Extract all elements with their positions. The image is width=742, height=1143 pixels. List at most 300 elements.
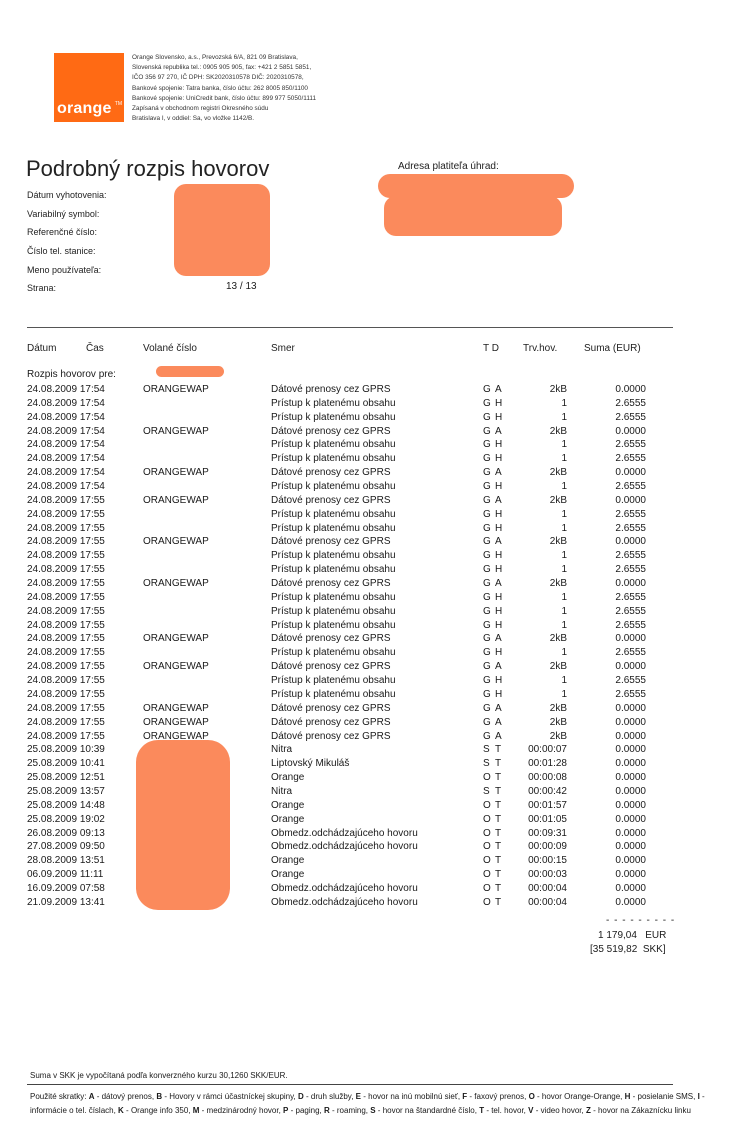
row-direction: Prístup k platenému obsahu	[271, 411, 396, 423]
row-direction: Prístup k platenému obsahu	[271, 591, 396, 603]
row-called-number: ORANGEWAP	[143, 425, 209, 437]
phone-number-label: Číslo tel. stanice:	[27, 246, 96, 256]
row-datetime: 24.08.2009 17:55	[27, 633, 105, 645]
row-called-number: ORANGEWAP	[143, 661, 209, 673]
row-detail: T	[495, 882, 502, 894]
row-duration: 00:09:31	[528, 827, 567, 839]
table-row	[0, 563, 742, 577]
row-type: G	[483, 397, 491, 409]
row-duration: 1	[561, 411, 567, 423]
table-row	[0, 411, 742, 425]
table-row	[0, 646, 742, 660]
row-type: G	[483, 647, 491, 659]
table-row	[0, 494, 742, 508]
row-type: G	[483, 384, 491, 395]
company-line: Zapísaná v obchodnom registri Okresného súdu	[132, 105, 269, 113]
row-detail: T	[495, 869, 502, 881]
abbr-value: informácie o tel. číslach	[30, 1106, 114, 1115]
table-row	[0, 771, 742, 785]
row-sum: 0.0000	[615, 716, 646, 728]
row-duration: 00:01:05	[528, 813, 567, 825]
abbr-key: K	[118, 1106, 124, 1115]
row-sum: 0.0000	[615, 384, 646, 395]
row-direction: Dátové prenosy cez GPRS	[271, 494, 391, 506]
company-line: Bankové spojenie: UniCredit bank, číslo účtu: 899 977 5050/1111	[132, 94, 317, 102]
reference-number-label: Referenčné číslo:	[27, 227, 98, 237]
row-duration: 00:00:03	[528, 869, 567, 881]
row-sum: 0.0000	[615, 730, 646, 742]
abbr-value: medzinárodný hovor	[206, 1106, 279, 1115]
row-duration: 2kB	[549, 384, 567, 395]
row-sum: 2.6555	[615, 481, 646, 493]
row-duration: 1	[561, 481, 567, 493]
abbr-value: dátový prenos	[101, 1092, 152, 1101]
row-direction: Prístup k platenému obsahu	[271, 688, 396, 700]
row-detail: H	[495, 550, 503, 562]
table-row	[0, 854, 742, 868]
row-direction: Dátové prenosy cez GPRS	[271, 702, 391, 714]
row-type: O	[483, 799, 491, 811]
row-datetime: 25.08.2009 13:57	[27, 785, 105, 797]
company-line: Bankové spojenie: Tatra banka, číslo účtu: 262 8005 850/1100	[132, 84, 308, 92]
row-detail: T	[495, 758, 502, 770]
divider	[27, 327, 673, 328]
table-row	[0, 688, 742, 702]
row-datetime: 28.08.2009 13:51	[27, 855, 105, 867]
table-row	[0, 452, 742, 466]
row-type: O	[483, 855, 491, 867]
row-called-number: ORANGEWAP	[143, 633, 209, 645]
table-row	[0, 660, 742, 674]
row-detail: T	[495, 744, 502, 756]
row-duration: 2kB	[549, 702, 567, 714]
table-row	[0, 425, 742, 439]
abbr-value: paging	[295, 1106, 320, 1115]
row-type: S	[483, 785, 490, 797]
row-called-number: ORANGEWAP	[143, 578, 209, 590]
col-header-sum: Suma (EUR)	[584, 343, 641, 354]
row-detail: A	[495, 661, 502, 673]
row-detail: H	[495, 397, 503, 409]
abbr-value: hovor na inú mobilnú sieť	[368, 1092, 458, 1101]
row-sum: 0.0000	[615, 855, 646, 867]
row-sum: 0.0000	[615, 799, 646, 811]
row-direction: Prístup k platenému obsahu	[271, 481, 396, 493]
abbr-key: E	[355, 1092, 362, 1101]
row-detail: H	[495, 647, 503, 659]
row-datetime: 24.08.2009 17:54	[27, 411, 105, 423]
table-row	[0, 619, 742, 633]
abbr-key: V	[528, 1106, 534, 1115]
row-type: O	[483, 869, 491, 881]
table-row	[0, 632, 742, 646]
table-row	[0, 605, 742, 619]
row-duration: 1	[561, 675, 567, 687]
row-sum: 0.0000	[615, 467, 646, 479]
redaction-mark	[384, 196, 562, 236]
row-detail: H	[495, 508, 503, 520]
row-datetime: 24.08.2009 17:54	[27, 481, 105, 493]
row-type: G	[483, 633, 491, 645]
row-duration: 1	[561, 522, 567, 534]
row-detail: A	[495, 730, 502, 742]
col-header-time: Čas	[86, 343, 104, 354]
row-sum: 0.0000	[615, 744, 646, 756]
row-called-number: ORANGEWAP	[143, 494, 209, 506]
company-line: IČO 356 97 270, IČ DPH: SK2020310578 DIČ: 2020310578,	[132, 74, 304, 82]
row-called-number: ORANGEWAP	[143, 384, 209, 395]
row-duration: 00:00:08	[528, 772, 567, 784]
variable-symbol-label: Variabilný symbol:	[27, 209, 100, 219]
row-datetime: 24.08.2009 17:54	[27, 384, 105, 395]
row-type: O	[483, 882, 491, 894]
orange-logo	[54, 53, 124, 122]
row-sum: 0.0000	[615, 633, 646, 645]
row-datetime: 24.08.2009 17:54	[27, 397, 105, 409]
redaction-mark	[156, 366, 224, 377]
row-sum: 0.0000	[615, 869, 646, 881]
row-detail: H	[495, 619, 503, 631]
row-datetime: 27.08.2009 09:50	[27, 841, 105, 853]
row-sum: 2.6555	[615, 605, 646, 617]
table-row	[0, 799, 742, 813]
table-row	[0, 730, 742, 744]
row-datetime: 24.08.2009 17:55	[27, 550, 105, 562]
row-called-number: ORANGEWAP	[143, 467, 209, 479]
row-detail: A	[495, 578, 502, 590]
row-duration: 2kB	[549, 661, 567, 673]
row-direction: Dátové prenosy cez GPRS	[271, 578, 391, 590]
row-direction: Obmedz.odchádzajúceho hovoru	[271, 882, 418, 894]
company-line: Slovenská republika tel.: 0905 905 905, fax: +421 2 5851 5851,	[132, 64, 312, 72]
row-datetime: 24.08.2009 17:55	[27, 730, 105, 742]
row-detail: H	[495, 605, 503, 617]
abbr-key: O	[528, 1092, 535, 1101]
row-direction: Obmedz.odchádzajúceho hovoru	[271, 827, 418, 839]
abbr-key: P	[283, 1106, 289, 1115]
row-type: G	[483, 522, 491, 534]
row-direction: Orange	[271, 799, 305, 811]
row-duration: 1	[561, 439, 567, 451]
row-detail: H	[495, 675, 503, 687]
row-detail: T	[495, 785, 502, 797]
row-datetime: 06.09.2009 11:11	[27, 869, 104, 881]
row-duration: 2kB	[549, 716, 567, 728]
row-sum: 0.0000	[615, 841, 646, 853]
abbr-key: M	[192, 1106, 200, 1115]
row-direction: Prístup k platenému obsahu	[271, 619, 396, 631]
abbr-intro: Použité skratky:	[30, 1092, 87, 1101]
row-duration: 1	[561, 647, 567, 659]
row-type: O	[483, 827, 491, 839]
row-datetime: 25.08.2009 12:51	[27, 772, 105, 784]
row-datetime: 24.08.2009 17:54	[27, 439, 105, 451]
row-datetime: 24.08.2009 17:55	[27, 688, 105, 700]
abbreviations-legend: Použité skratky: A - dátový prenos, B - Hovory v rámci účastníckej skupiny, D - druh služby, E - hovor na inú mobilnú sieť, F - faxový prenos, O - hovor Orange-Orange, H - posielanie SMS, I - informácie o tel. číslach, K - Orange info 350, M - medzinárodný hovor, P - paging, R - roaming, S - hovor na štandardné číslo, T - tel. hovor, V - video hovor, Z - hovor na Zákaznícku linku	[30, 1092, 705, 1115]
row-direction: Obmedz.odchádzajúceho hovoru	[271, 896, 418, 908]
row-datetime: 24.08.2009 17:55	[27, 702, 105, 714]
row-datetime: 26.08.2009 09:13	[27, 827, 105, 839]
row-type: G	[483, 536, 491, 548]
abbr-value: faxový prenos	[474, 1092, 525, 1101]
row-type: G	[483, 591, 491, 603]
row-type: G	[483, 716, 491, 728]
abbr-value: tel. hovor	[491, 1106, 524, 1115]
abbr-key: I	[697, 1092, 700, 1101]
row-type: G	[483, 688, 491, 700]
row-sum: 0.0000	[615, 425, 646, 437]
table-row	[0, 827, 742, 841]
payer-address-label: Adresa platiteľa úhrad:	[398, 161, 499, 172]
abbr-key: Z	[585, 1106, 591, 1115]
row-detail: H	[495, 591, 503, 603]
row-duration: 1	[561, 564, 567, 576]
row-detail: A	[495, 716, 502, 728]
row-direction: Prístup k platenému obsahu	[271, 605, 396, 617]
row-sum: 2.6555	[615, 453, 646, 465]
row-type: G	[483, 605, 491, 617]
row-datetime: 24.08.2009 17:55	[27, 494, 105, 506]
row-type: G	[483, 481, 491, 493]
logo-text: orange	[57, 100, 112, 117]
row-direction: Prístup k platenému obsahu	[271, 564, 396, 576]
row-detail: H	[495, 411, 503, 423]
row-direction: Obmedz.odchádzajúceho hovoru	[271, 841, 418, 853]
table-row	[0, 896, 742, 910]
row-type: S	[483, 758, 490, 770]
issue-date-label: Dátum vyhotovenia:	[27, 190, 107, 200]
company-line: Bratislava I, v oddiel: Sa, vo vložke 1142/B.	[132, 115, 255, 123]
footer-divider	[27, 1084, 673, 1085]
row-duration: 00:00:04	[528, 882, 567, 894]
row-sum: 0.0000	[615, 785, 646, 797]
row-called-number: ORANGEWAP	[143, 730, 209, 742]
row-direction: Prístup k platenému obsahu	[271, 675, 396, 687]
row-datetime: 24.08.2009 17:55	[27, 619, 105, 631]
row-duration: 2kB	[549, 536, 567, 548]
row-detail: A	[495, 536, 502, 548]
company-line: Orange Slovensko, a.s., Prevozská 6/A, 821 09 Bratislava,	[132, 54, 298, 61]
table-row	[0, 785, 742, 799]
row-detail: T	[495, 841, 502, 853]
row-type: G	[483, 578, 491, 590]
row-duration: 1	[561, 619, 567, 631]
row-type: G	[483, 439, 491, 451]
row-direction: Prístup k platenému obsahu	[271, 397, 396, 409]
row-duration: 1	[561, 397, 567, 409]
section-label: Rozpis hovorov pre:	[27, 369, 116, 380]
page-label: Strana:	[27, 283, 57, 293]
row-direction: Prístup k platenému obsahu	[271, 522, 396, 534]
row-direction: Orange	[271, 869, 305, 881]
abbr-value: Orange info 350	[130, 1106, 189, 1115]
row-sum: 0.0000	[615, 536, 646, 548]
row-sum: 2.6555	[615, 411, 646, 423]
page-number: 13 / 13	[226, 281, 257, 292]
row-sum: 2.6555	[615, 397, 646, 409]
row-type: O	[483, 772, 491, 784]
row-type: G	[483, 730, 491, 742]
row-duration: 2kB	[549, 494, 567, 506]
row-direction: Prístup k platenému obsahu	[271, 647, 396, 659]
table-row	[0, 397, 742, 411]
table-row	[0, 591, 742, 605]
row-datetime: 16.09.2009 07:58	[27, 882, 105, 894]
row-type: G	[483, 702, 491, 714]
row-duration: 00:00:42	[528, 785, 567, 797]
abbr-key: S	[370, 1106, 376, 1115]
abbr-value: posielanie SMS	[637, 1092, 694, 1101]
user-name-label: Meno používateľa:	[27, 265, 102, 275]
table-row	[0, 716, 742, 730]
row-type: G	[483, 467, 491, 479]
row-called-number: ORANGEWAP	[143, 716, 209, 728]
redaction-mark	[174, 184, 270, 276]
row-duration: 1	[561, 688, 567, 700]
abbr-key: T	[479, 1106, 485, 1115]
row-sum: 0.0000	[615, 882, 646, 894]
row-detail: A	[495, 494, 502, 506]
row-detail: A	[495, 702, 502, 714]
row-called-number: ORANGEWAP	[143, 702, 209, 714]
table-row	[0, 757, 742, 771]
row-direction: Dátové prenosy cez GPRS	[271, 425, 391, 437]
row-datetime: 21.09.2009 13:41	[27, 896, 105, 908]
row-duration: 00:01:57	[528, 799, 567, 811]
table-row	[0, 466, 742, 480]
row-type: G	[483, 411, 491, 423]
row-direction: Nitra	[271, 744, 293, 756]
table-row	[0, 522, 742, 536]
table-row	[0, 840, 742, 854]
row-detail: T	[495, 827, 502, 839]
row-datetime: 24.08.2009 17:55	[27, 675, 105, 687]
row-sum: 0.0000	[615, 772, 646, 784]
row-type: G	[483, 508, 491, 520]
row-datetime: 24.08.2009 17:55	[27, 661, 105, 673]
row-type: S	[483, 744, 490, 756]
totals-separator: - - - - - - - - -	[606, 915, 676, 926]
row-duration: 00:00:09	[528, 841, 567, 853]
row-direction: Dátové prenosy cez GPRS	[271, 661, 391, 673]
abbr-key: A	[88, 1092, 95, 1101]
row-sum: 0.0000	[615, 813, 646, 825]
abbr-value: video hovor	[540, 1106, 582, 1115]
row-datetime: 25.08.2009 19:02	[27, 813, 105, 825]
row-direction: Dátové prenosy cez GPRS	[271, 536, 391, 548]
row-duration: 1	[561, 591, 567, 603]
abbr-value: druh služby	[310, 1092, 352, 1101]
table-row	[0, 508, 742, 522]
table-row	[0, 480, 742, 494]
row-detail: A	[495, 425, 502, 437]
row-direction: Orange	[271, 813, 305, 825]
row-sum: 0.0000	[615, 494, 646, 506]
page-title: Podrobný rozpis hovorov	[26, 156, 270, 181]
table-row	[0, 882, 742, 896]
row-type: G	[483, 425, 491, 437]
row-detail: H	[495, 688, 503, 700]
abbr-key: H	[624, 1092, 631, 1101]
row-type: G	[483, 661, 491, 673]
row-type: O	[483, 896, 491, 908]
row-sum: 2.6555	[615, 619, 646, 631]
row-duration: 1	[561, 453, 567, 465]
row-detail: T	[495, 896, 502, 908]
row-direction: Dátové prenosy cez GPRS	[271, 633, 391, 645]
row-datetime: 24.08.2009 17:55	[27, 591, 105, 603]
abbr-key: R	[323, 1106, 330, 1115]
row-type: G	[483, 453, 491, 465]
row-sum: 0.0000	[615, 827, 646, 839]
col-header-direction: Smer	[271, 343, 295, 354]
row-datetime: 24.08.2009 17:55	[27, 522, 105, 534]
table-row	[0, 549, 742, 563]
total-skk: [35 519,82 SKK]	[590, 944, 666, 955]
row-sum: 0.0000	[615, 758, 646, 770]
row-detail: H	[495, 481, 503, 493]
table-row	[0, 577, 742, 591]
row-direction: Dátové prenosy cez GPRS	[271, 730, 391, 742]
row-datetime: 24.08.2009 17:54	[27, 467, 105, 479]
abbr-key: F	[462, 1092, 468, 1101]
row-type: G	[483, 494, 491, 506]
row-duration: 1	[561, 508, 567, 520]
row-sum: 0.0000	[615, 661, 646, 673]
row-duration: 1	[561, 605, 567, 617]
row-duration: 00:00:07	[528, 744, 567, 756]
row-detail: T	[495, 799, 502, 811]
abbr-value: hovor na štandardné číslo	[382, 1106, 475, 1115]
table-row	[0, 674, 742, 688]
row-sum: 2.6555	[615, 647, 646, 659]
row-duration: 00:01:28	[528, 758, 567, 770]
row-type: G	[483, 675, 491, 687]
table-row	[0, 383, 742, 397]
row-duration: 2kB	[549, 633, 567, 645]
row-sum: 2.6555	[615, 550, 646, 562]
row-sum: 2.6555	[615, 591, 646, 603]
abbr-value: hovor na Zákaznícku linku	[597, 1106, 691, 1115]
row-sum: 2.6555	[615, 564, 646, 576]
row-datetime: 24.08.2009 17:55	[27, 564, 105, 576]
col-header-number: Volané číslo	[143, 343, 197, 354]
abbr-value: Hovory v rámci účastníckej skupiny	[169, 1092, 294, 1101]
row-detail: H	[495, 564, 503, 576]
conversion-note: Suma v SKK je vypočítaná podľa konverzného kurzu 30,1260 SKK/EUR.	[30, 1071, 288, 1080]
row-detail: T	[495, 772, 502, 784]
row-detail: T	[495, 855, 502, 867]
row-direction: Dátové prenosy cez GPRS	[271, 384, 391, 395]
row-sum: 0.0000	[615, 578, 646, 590]
abbr-value: roaming	[336, 1106, 366, 1115]
table-row	[0, 702, 742, 716]
row-sum: 2.6555	[615, 675, 646, 687]
row-datetime: 24.08.2009 17:55	[27, 716, 105, 728]
row-direction: Prístup k platenému obsahu	[271, 508, 396, 520]
row-duration: 00:00:04	[528, 896, 567, 908]
row-datetime: 24.08.2009 17:54	[27, 453, 105, 465]
row-datetime: 25.08.2009 10:39	[27, 744, 105, 756]
row-duration: 2kB	[549, 467, 567, 479]
table-row	[0, 743, 742, 757]
row-duration: 2kB	[549, 425, 567, 437]
row-datetime: 25.08.2009 10:41	[27, 758, 105, 770]
row-datetime: 24.08.2009 17:55	[27, 536, 105, 548]
redaction-mark	[378, 174, 574, 198]
row-called-number: ORANGEWAP	[143, 536, 209, 548]
row-detail: T	[495, 813, 502, 825]
